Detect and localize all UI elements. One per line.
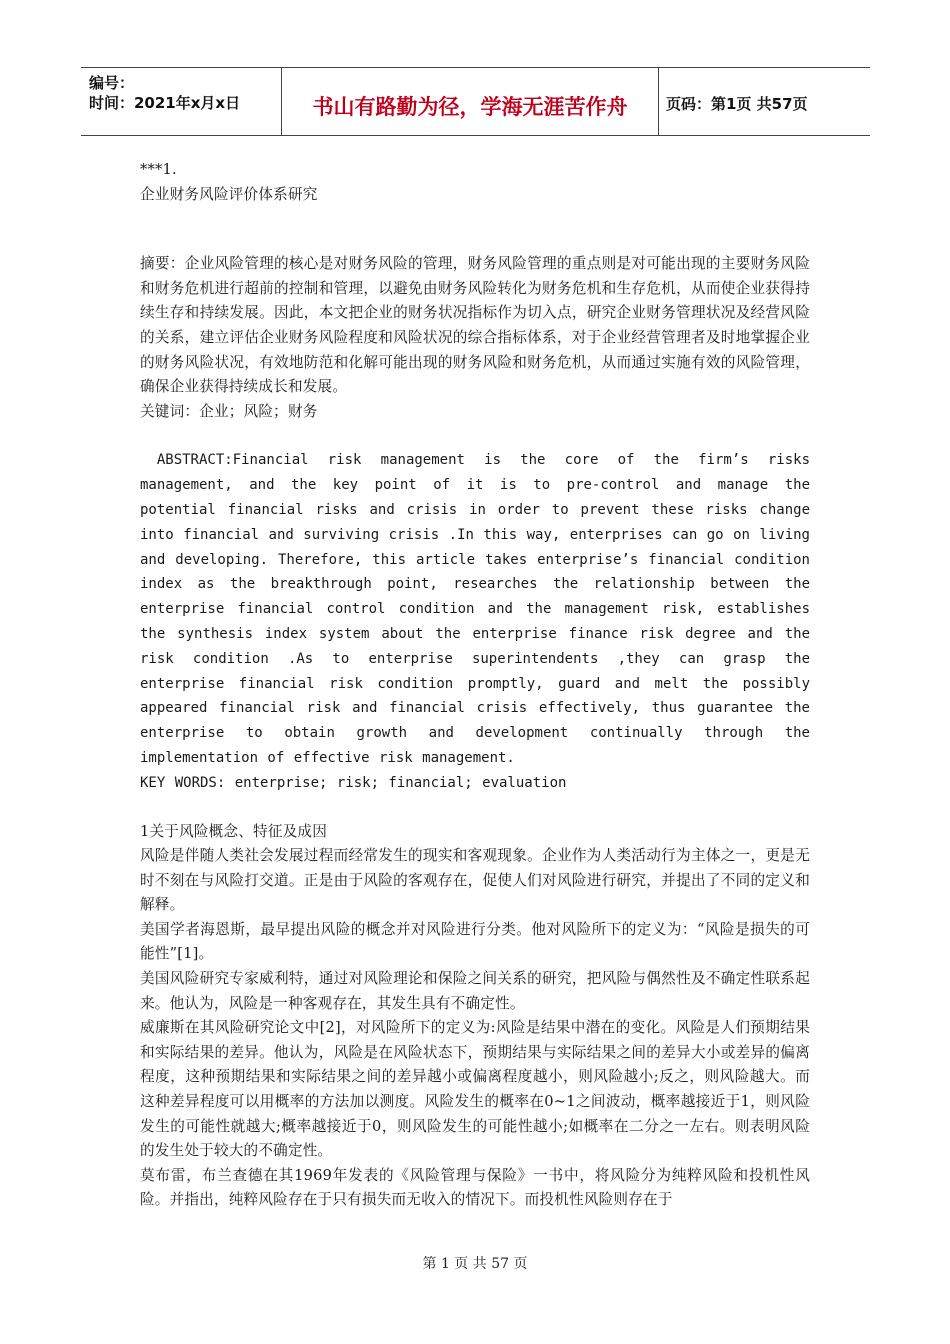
abstract-cn: 摘要：企业风险管理的核心是对财务风险的管理，财务风险管理的重点则是对可能出现的主要财务风险和财务危机进行超前的控制和管理，以避免由财务风险转化为财务危机和生存危机，从而使企业获得持续生存和持续发展。因此，本文把企业的财务状况指标作为切入点，研究企业财务管理状况及经营风险的关系，建立评估企业财务风险程度和风险状况的综合指标体系，对于企业经营管理者及时地掌握企业的财务风险状况，有效地防范和化解可能出现的财务风险和财务危机，从而通过实施有效的风险管理，确保企业获得持续成长和发展。 xyxy=(140,255,810,396)
page-header xyxy=(81,67,870,136)
document-body xyxy=(140,158,810,1213)
body-paragraph: 威廉斯在其风险研究论文中[2]，对风险所下的定义为:风险是结果中潜在的变化。风险是人们预期结果和实际结果的差异。他认为，风险是在风险状态下，预期结果与实际结果之间的差异大小或差异的偏离程度，这种预期结果和实际结果之间的差异越小或偏离程度越小，则风险越小;反之，则风险越大。而这种差异程度可以用概率的方法加以测度。风险发生的概率在0~1之间波动，概率越接近于1，则风险发生的可能性就越大;概率越接近于0，则风险发生的可能性越小;如概率在二分之一左右。则表明风险的发生处于较大的不确定性。 xyxy=(140,1019,810,1160)
document-id: ***1. xyxy=(140,161,177,178)
header-page-info: 页码：第1页 共57页 xyxy=(666,95,808,113)
body-paragraph: 莫布雷，布兰查德在其1969年发表的《风险管理与保险》一书中，将风险分为纯粹风险和投机性风险。并指出，纯粹风险存在于只有损失而无收入的情况下。而投机性风险则存在于 xyxy=(140,1166,810,1209)
body-paragraph: 美国学者海恩斯，最早提出风险的概念并对风险进行分类。他对风险所下的定义为：“风险是损失的可能性”[1]。 xyxy=(140,920,810,963)
code-label: 编号： xyxy=(89,74,135,92)
body-paragraph: 美国风险研究专家威利特，通过对风险理论和保险之间关系的研究，把风险与偶然性及不确定性联系起来。他认为，风险是一种客观存在，其发生具有不确定性。 xyxy=(140,970,810,1012)
document-title: 企业财务风险评价体系研究 xyxy=(140,185,318,203)
abstract-en: ABSTRACT:Financial risk management is the core of the firm’s risks management, and the key point of it is to pre-control and manage the potential financial risks and crisis in order to prevent these risks change into financial and surviving crisis .In this way, enterprises can go on living and developing. Therefore, this article takes enterprise’s financial condition index as the breakthrough point, researches the relationship between the enterprise financial control condition and the management risk, establishes the synthesis index system about the enterprise finance risk degree and the risk condition .As to enterprise superintendents ,they can grasp the enterprise financial risk condition promptly, guard and melt the possibly appeared financial risk and financial crisis effectively, thus guarantee the enterprise to obtain growth and development continually through the implementation of effective risk management. xyxy=(140,452,810,766)
section-heading: 1关于风险概念、特征及成因 xyxy=(140,822,328,840)
header-meta xyxy=(81,68,282,135)
body-paragraph: 风险是伴随人类社会发展过程而经常发生的现实和客观现象。企业作为人类活动行为主体之一，更是无时不刻在与风险打交道。正是由于风险的客观存在，促使人们对风险进行研究，并提出了不同的定义和解释。 xyxy=(140,847,810,914)
keywords-cn: 关键词：企业；风险；财务 xyxy=(140,402,318,420)
page-footer: 第 1 页 共 57 页 xyxy=(422,1256,528,1272)
header-motto: 书山有路勤为径，学海无涯苦作舟 xyxy=(282,68,659,135)
time-label: 时间：2021年x月x日 xyxy=(89,94,241,112)
keywords-en: KEY WORDS: enterprise; risk; financial; evaluation xyxy=(140,774,567,791)
